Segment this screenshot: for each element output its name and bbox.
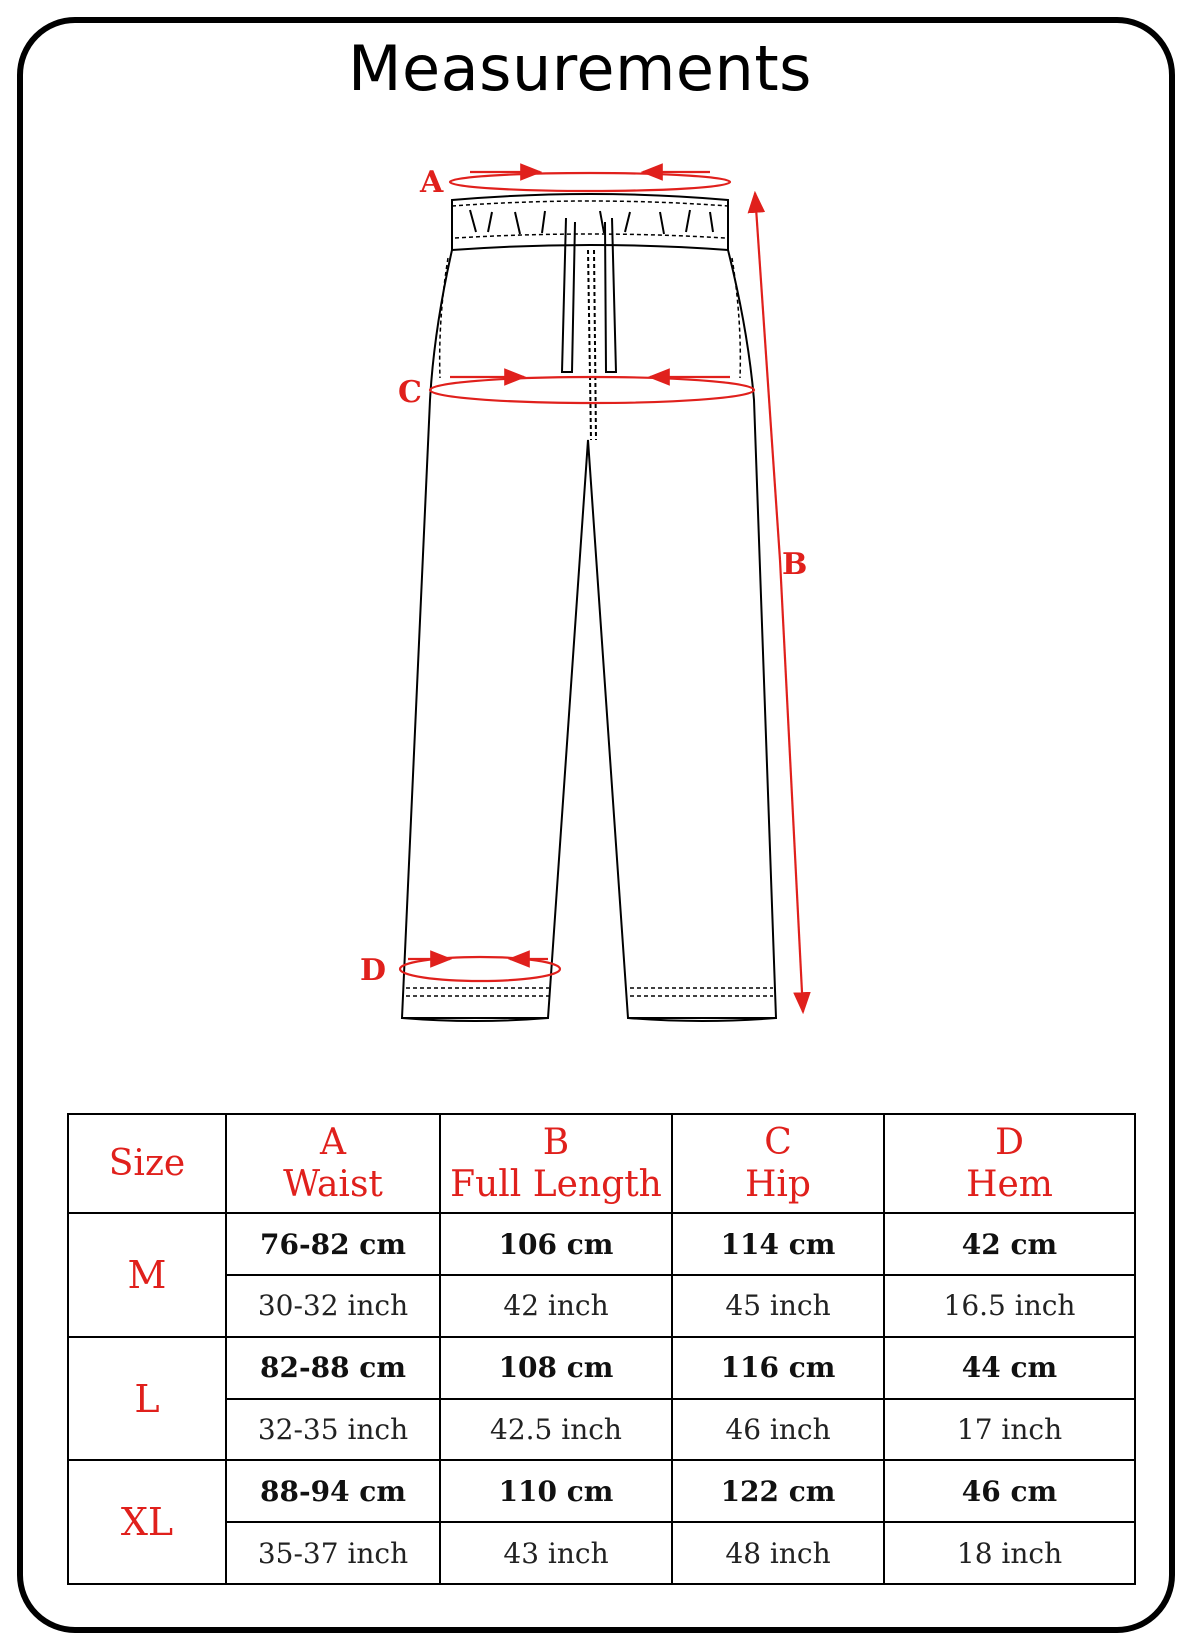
measure-c-hip [430,377,754,403]
hem-inch-cell: 18 inch [884,1522,1135,1584]
size-cell: L [68,1337,226,1461]
size-chart-table [67,1113,1136,1585]
header-size [68,1114,226,1213]
header-hem [884,1114,1135,1213]
hem-inch-cell: 17 inch [884,1399,1135,1461]
table-row [68,1522,1135,1584]
hem-inch-cell: 16.5 inch [884,1275,1135,1337]
header-size-label: Size [108,1142,186,1184]
header-hip [672,1114,884,1213]
header-waist-letter: A [320,1121,346,1163]
table-row [68,1399,1135,1461]
size-cell: M [68,1213,226,1337]
table-header-row [68,1114,1135,1213]
table-row [68,1275,1135,1337]
hem-cm-cell: 42 cm [884,1213,1135,1275]
table-row [68,1337,1135,1399]
table-row [68,1213,1135,1275]
measure-d-hem [400,957,560,981]
waist-inch-cell: 30-32 inch [226,1275,440,1337]
header-waist-label: Waist [283,1163,383,1205]
label-a: A [420,165,444,200]
hip-cm-cell: 116 cm [672,1337,884,1399]
size-cell: XL [68,1460,226,1584]
header-full-length-letter: B [542,1121,570,1163]
header-hem-letter: D [995,1121,1024,1163]
page-title: Measurements [348,32,812,105]
length-cm-cell: 108 cm [440,1337,672,1399]
header-full-length [440,1114,672,1213]
header-hem-label: Hem [966,1163,1053,1205]
waist-inch-cell: 32-35 inch [226,1399,440,1461]
length-inch-cell: 42 inch [440,1275,672,1337]
hip-inch-cell: 45 inch [672,1275,884,1337]
pants-outline [402,194,776,1021]
hip-cm-cell: 122 cm [672,1460,884,1522]
table-row [68,1460,1135,1522]
length-cm-cell: 106 cm [440,1213,672,1275]
label-c: C [398,375,422,410]
hip-inch-cell: 46 inch [672,1399,884,1461]
waist-inch-cell: 35-37 inch [226,1522,440,1584]
waist-cm-cell: 82-88 cm [226,1337,440,1399]
label-d: D [360,953,387,988]
length-cm-cell: 110 cm [440,1460,672,1522]
waist-cm-cell: 76-82 cm [226,1213,440,1275]
hem-cm-cell: 46 cm [884,1460,1135,1522]
length-inch-cell: 42.5 inch [440,1399,672,1461]
header-full-length-label: Full Length [450,1163,662,1205]
header-hip-label: Hip [745,1163,811,1205]
hem-cm-cell: 44 cm [884,1337,1135,1399]
waist-cm-cell: 88-94 cm [226,1460,440,1522]
label-b: B [782,547,808,582]
length-inch-cell: 43 inch [440,1522,672,1584]
header-waist [226,1114,440,1213]
header-hip-letter: C [764,1121,792,1163]
measure-a-waist [450,172,730,191]
hip-inch-cell: 48 inch [672,1522,884,1584]
hip-cm-cell: 114 cm [672,1213,884,1275]
